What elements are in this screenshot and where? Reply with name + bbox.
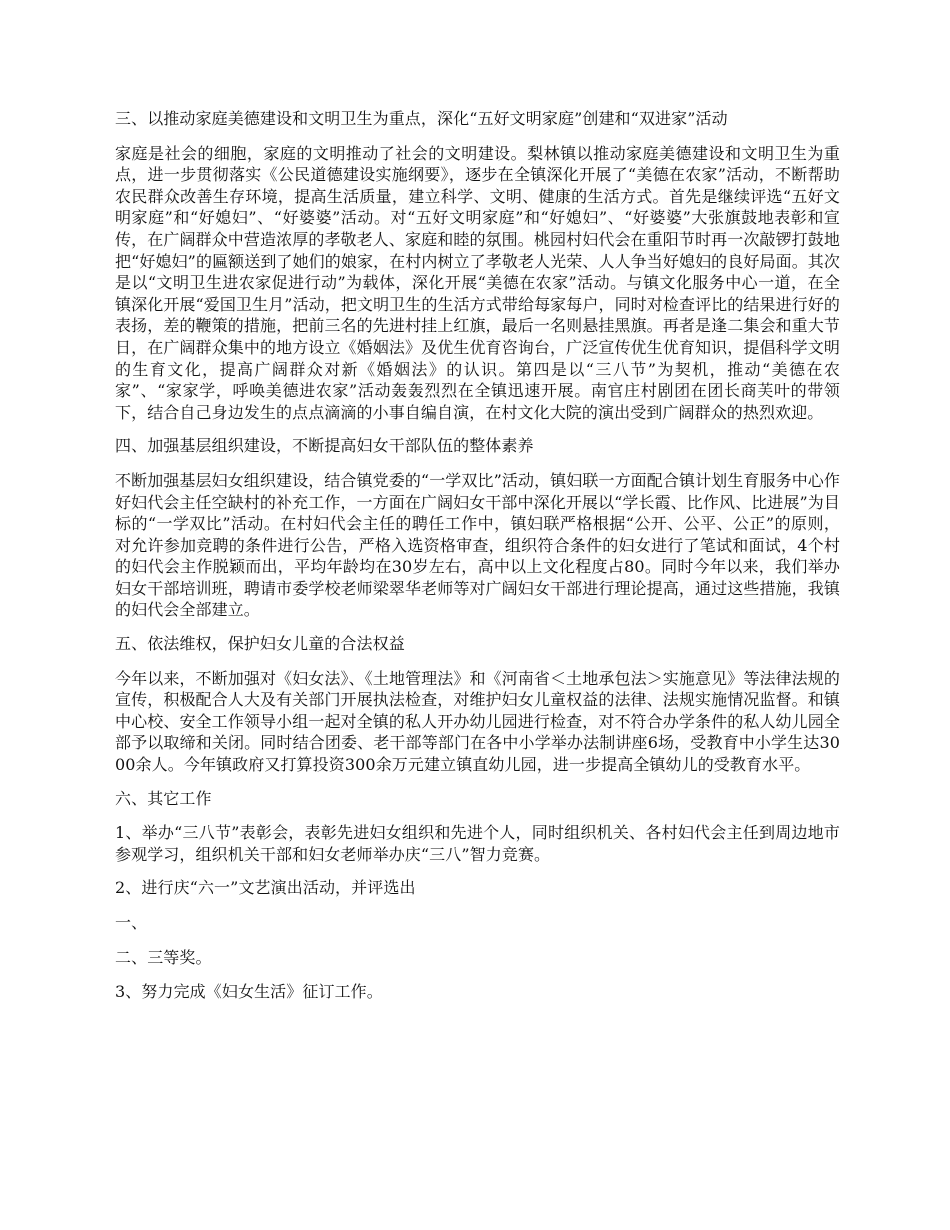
list-item-3: 3、努力完成《妇女生活》征订工作。 — [115, 982, 383, 1002]
section-heading-6: 六、其它工作 — [115, 788, 212, 808]
section-body-4: 不断加强基层妇女组织建设，结合镇党委的“一学双比”活动，镇妇联一方面配合镇计划生育服务中心作好妇代会主任空缺村的补充工作，一方面在广阔妇女干部中深化开展以“学长霞、比作风、比进展”为目标的“一学双比”活动。在村妇代会主任的聘任工作中，镇妇联严格根据“公开、公平、公正”的原则，对允许参加竞聘的条件进行公告，严格入选资格审查，组织符合条件的妇女进行了笔试和面试，4个村的妇代会主作脱颖而出，平均年龄均在30岁左右，高中以上文化程度占80。同时今年以来，我们举办妇女干部培训班，聘请市委学校老师梁翠华老师等对广阔妇女干部进行理论提高，通过这些措施，我镇的妇代会全部建立。 — [115, 470, 840, 620]
list-item-1: 1、举办“三八节”表彰会，表彰先进妇女组织和先进个人，同时组织机关、各村妇代会主任到周边地市参观学习，组织机关干部和妇女老师举办庆“三八”智力竞赛。 — [115, 823, 840, 864]
section-heading-5: 五、依法维权，保护妇女儿童的合法权益 — [115, 634, 405, 654]
list-item-2-first-prize: 一、 — [115, 913, 148, 932]
section-body-5: 今年以来，不断加强对《妇女法》、《土地管理法》和《河南省＜土地承包法＞实施意见》等法律法规的宣传，积极配合人大及有关部门开展执法检查，对维护妇女儿童权益的法律、法规实施情况监督。和镇中心校、安全工作领导小组一起对全镇的私人开办幼儿园进行检查，对不符合办学条件的私人幼儿园全部予以取缔和关闭。同时结合团委、老干部等部门在各中小学举办法制讲座6场，受教育中小学生达3000余人。今年镇政府又打算投资300余万元建立镇直幼儿园，进一步提高全镇幼儿的受教育水平。 — [115, 668, 840, 775]
section-body-3: 家庭是社会的细胞，家庭的文明推动了社会的文明建设。梨林镇以推动家庭美德建设和文明卫生为重点，进一步贯彻落实《公民道德建设实施纲要》，逐步在全镇深化开展了“美德在农家”活动，不断帮助农民群众改善生存环境，提高生活质量，建立科学、文明、健康的生活方式。首先是继续评选“五好文明家庭”和“好媳妇”、“好婆婆”活动。对“五好文明家庭”和“好媳妇”、“好婆婆”大张旗鼓地表彰和宣传，在广阔群众中营造浓厚的孝敬老人、家庭和睦的氛围。桃园村妇代会在重阳节时再一次敲锣打鼓地把“好媳妇”的匾额送到了她们的娘家，在村内树立了孝敬老人光荣、人人争当好媳妇的良好局面。其次是以“文明卫生进农家促进行动”为载体，深化开展“美德在农家”活动。与镇文化服务中心一道，在全镇深化开展“爱国卫生月”活动，把文明卫生的生活方式带给每家每户，同时对检查评比的结果进行好的表扬，差的鞭策的措施，把前三名的先进村挂上红旗，最后一名则悬挂黑旗。再者是逢二集会和重大节日，在广阔群众集中的地方设立《婚姻法》及优生优育咨询台，广泛宣传优生优育知识，提倡科学文明的生育文化，提高广阔群众对新《婚姻法》的认识。第四是以“三八节”为契机，推动“美德在农家”、“家家学，呼唤美德进农家”活动轰轰烈烈在全镇迅速开展。南官庄村剧团在团长商芙叶的带领下，结合自己身边发生的点点滴滴的小事自编自演，在村文化大院的演出受到广阔群众的热烈欢迎。 — [115, 143, 840, 422]
section-heading-4: 四、加强基层组织建设，不断提高妇女干部队伍的整体素养 — [115, 436, 534, 456]
section-heading-3: 三、以推动家庭美德建设和文明卫生为重点，深化“五好文明家庭”创建和“双进家”活动 — [115, 109, 728, 128]
list-item-2: 2、进行庆“六一”文艺演出活动，并评选出 — [115, 878, 416, 898]
list-item-2-other-prizes: 二、三等奖。 — [115, 947, 212, 967]
document-page — [115, 108, 840, 1016]
